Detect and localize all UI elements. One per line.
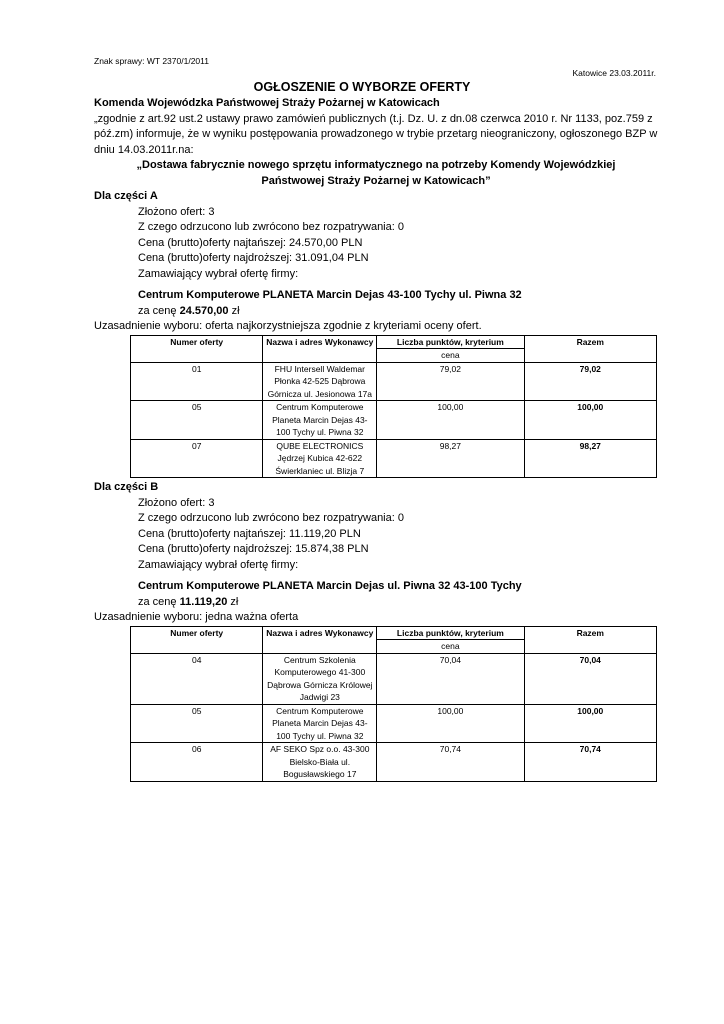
col-header-num: Numer oferty <box>131 335 263 362</box>
cell-points: 70,04 <box>377 653 524 704</box>
cell-total: 70,04 <box>524 653 656 704</box>
part-b-chosen-label: Zamawiający wybrał ofertę firmy: <box>138 558 299 571</box>
part-a-heading: Dla części A <box>94 190 158 202</box>
part-a-results-table <box>130 335 657 479</box>
table-row <box>131 653 657 704</box>
col-header-name: Nazwa i adres Wykonawcy <box>263 335 377 362</box>
cell-name: Centrum Komputerowe Planeta Marcin Dejas 43-100 Tychy ul. Piwna 32 <box>263 704 377 743</box>
cell-num: 05 <box>131 704 263 743</box>
cell-num: 01 <box>131 362 263 401</box>
cell-num: 05 <box>131 401 263 440</box>
intro-paragraph: „zgodnie z art.92 ust.2 ustawy prawo zamówień publicznych (t.j. Dz. U. z dn.08 czerwca 2010 r. Nr 1133, poz.759 z póź.zm) informuje, że w wyniku postępowania prowadzonego w trybie przetarg nieograniczony, ogłoszonego BZP w dniu 14.03.2011r.na: <box>94 112 658 156</box>
part-b-winner: Centrum Komputerowe PLANETA Marcin Dejas ul. Piwna 32 43-100 Tychy <box>138 580 522 592</box>
cell-points: 100,00 <box>377 704 524 743</box>
col-header-points: Liczba punktów, kryterium <box>377 335 524 349</box>
cell-name: Centrum Szkolenia Komputerowego 41-300 Dąbrowa Górnicza Królowej Jadwigi 23 <box>263 653 377 704</box>
table-row <box>131 401 657 440</box>
place-date: Katowice 23.03.2011r. <box>572 68 656 78</box>
document-title: OGŁOSZENIE O WYBORZE OFERTY <box>253 80 471 94</box>
part-b-results-table <box>130 626 657 782</box>
table-row <box>131 439 657 478</box>
part-b-rejected: Z czego odrzucono lub zwrócono bez rozpatrywania: 0 <box>138 512 404 524</box>
part-b-price <box>94 595 658 611</box>
part-a-price <box>94 304 658 320</box>
part-b-heading: Dla części B <box>94 481 159 493</box>
table-row <box>131 743 657 782</box>
part-a-winner: Centrum Komputerowe PLANETA Marcin Dejas 43-100 Tychy ul. Piwna 32 <box>138 289 522 301</box>
cell-points: 100,00 <box>377 401 524 440</box>
organization-name: Komenda Wojewódzka Państwowej Straży Pożarnej w Katowicach <box>94 97 440 109</box>
col-header-name: Nazwa i adres Wykonawcy <box>263 626 377 653</box>
case-number: Znak sprawy: WT 2370/1/2011 <box>94 56 209 66</box>
cell-total: 79,02 <box>524 362 656 401</box>
part-b-justification: Uzasadnienie wyboru: jedna ważna oferta <box>94 611 299 623</box>
col-header-criterion: cena <box>377 349 524 363</box>
cell-name: Centrum Komputerowe Planeta Marcin Dejas 43-100 Tychy ul. Piwna 32 <box>263 401 377 440</box>
cell-total: 100,00 <box>524 704 656 743</box>
cell-name: QUBE ELECTRONICS Jędrzej Kubica 42-622 Świerklaniec ul. Blizja 7 <box>263 439 377 478</box>
cell-total: 100,00 <box>524 401 656 440</box>
cell-points: 79,02 <box>377 362 524 401</box>
col-header-points: Liczba punktów, kryterium <box>377 626 524 640</box>
part-a-chosen-label: Zamawiający wybrał ofertę firmy: <box>138 267 299 280</box>
cell-num: 07 <box>131 439 263 478</box>
cell-total: 98,27 <box>524 439 656 478</box>
part-a-price-suffix: zł <box>231 304 240 317</box>
cell-num: 04 <box>131 653 263 704</box>
part-b-offers-count: Złożono ofert: 3 <box>138 496 215 509</box>
cell-points: 70,74 <box>377 743 524 782</box>
cell-name: FHU Intersell Waldemar Płonka 42-525 Dąbrowa Górnicza ul. Jesionowa 17a <box>263 362 377 401</box>
part-a-most-expensive: Cena (brutto)oferty najdroższej: 31.091,04 PLN <box>138 252 369 264</box>
col-header-total: Razem <box>524 335 656 362</box>
part-b-most-expensive: Cena (brutto)oferty najdroższej: 15.874,38 PLN <box>138 543 369 555</box>
table-row <box>131 362 657 401</box>
cell-num: 06 <box>131 743 263 782</box>
part-b-price-suffix: zł <box>230 595 239 608</box>
cell-total: 70,74 <box>524 743 656 782</box>
part-a-justification: Uzasadnienie wyboru: oferta najkorzystniejsza zgodnie z kryteriami oceny ofert. <box>94 320 482 332</box>
part-b-price-value: 11.119,20 <box>179 595 228 608</box>
cell-name: AF SEKO Spz o.o. 43-300 Bielsko-Biała ul. Bogusławskiego 17 <box>263 743 377 782</box>
part-a-cheapest: Cena (brutto)oferty najtańszej: 24.570,00 PLN <box>138 236 363 249</box>
col-header-criterion: cena <box>377 640 524 654</box>
col-header-total: Razem <box>524 626 656 653</box>
col-header-num: Numer oferty <box>131 626 263 653</box>
part-a-offers-count: Złożono ofert: 3 <box>138 205 215 218</box>
part-a-price-prefix: za cenę <box>138 304 177 317</box>
cell-points: 98,27 <box>377 439 524 478</box>
part-a-rejected: Z czego odrzucono lub zwrócono bez rozpatrywania: 0 <box>138 221 404 233</box>
table-row <box>131 704 657 743</box>
part-b-price-prefix: za cenę <box>138 595 177 608</box>
part-b-cheapest: Cena (brutto)oferty najtańszej: 11.119,20 PLN <box>138 527 361 540</box>
document-body <box>94 96 658 782</box>
tender-subject: „Dostawa fabrycznie nowego sprzętu informatycznego na potrzeby Komendy Wojewódzkiej Państwowej Straży Pożarnej w Katowicach” <box>136 159 616 187</box>
part-a-price-value: 24.570,00 <box>179 304 229 317</box>
